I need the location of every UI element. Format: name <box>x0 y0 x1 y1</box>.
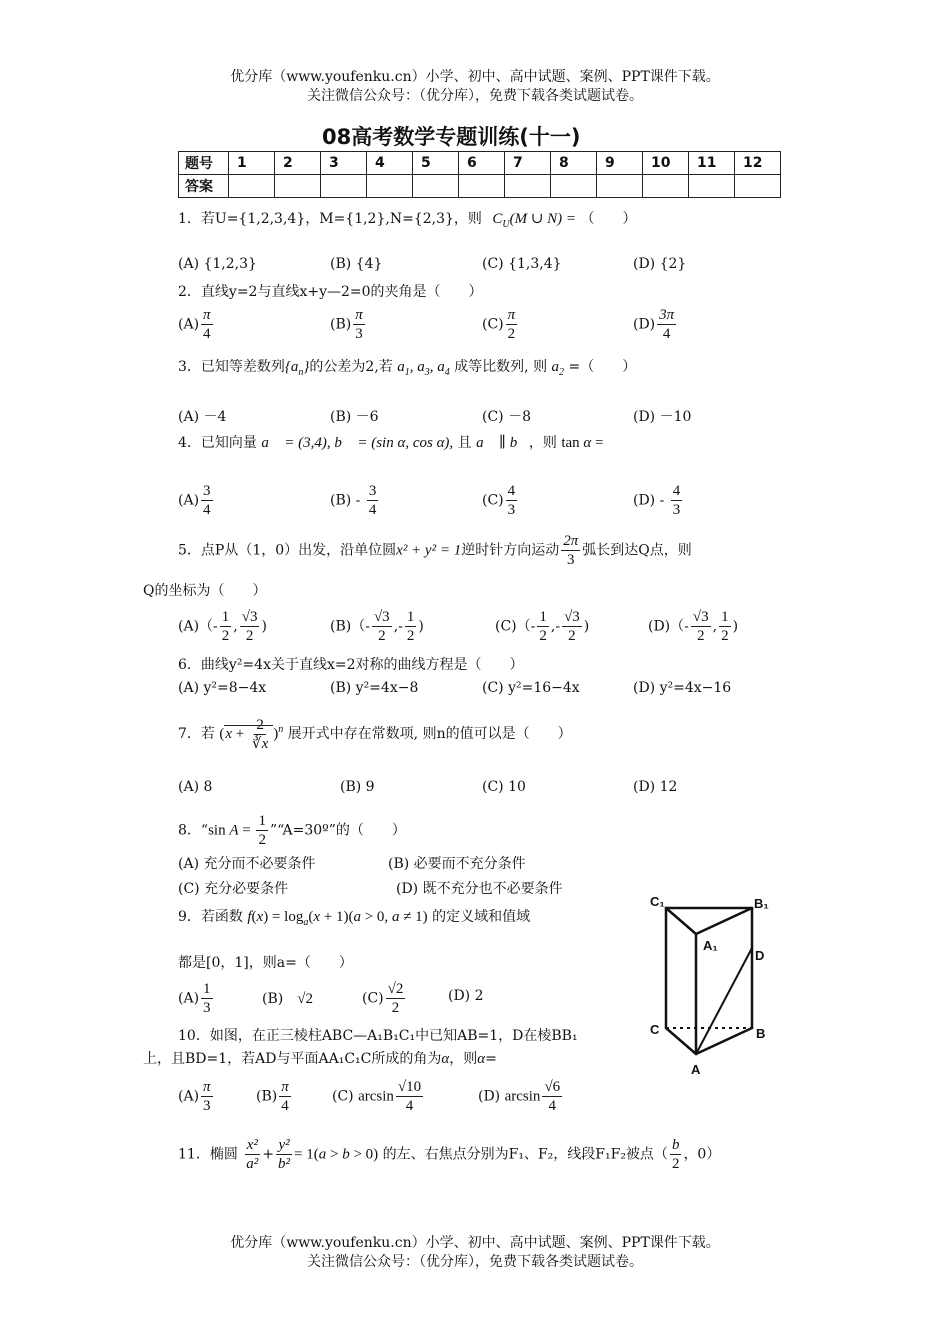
q5-option-d[interactable]: (D)（- $\frac{√3}{2}$ , $\frac{1}{2}$ ) <box>648 609 739 644</box>
question-5-line-2: Q的坐标为（ ） <box>143 583 267 599</box>
q5-option-c[interactable]: (C)（- $\frac{1}{2}$ ,- $\frac{√3}{2}$ ) <box>495 609 590 644</box>
label-d: D <box>755 948 765 963</box>
q10-option-b[interactable]: (B) $\frac{\pi}{4}$ <box>256 1079 289 1114</box>
q5-option-b[interactable]: (B)（- $\frac{√3}{2}$ ,- $\frac{1}{2}$ ) <box>330 609 424 644</box>
q4-option-d[interactable]: (D) - $\frac{4}{3}$ <box>633 483 681 518</box>
header-line-2: 关注微信公众号：（优分库），免费下载各类试题试卷。 <box>307 88 643 104</box>
question-1: 1．若U={1,2,3,4}，M={1,2},N={2,3}，则 $C_U(M$ ∪ N) = （ ） <box>178 211 637 230</box>
col-number: 4 <box>367 152 413 175</box>
question-11: 11．椭圆 $\frac{\text{x²}}{\text{a²}}$ + $\frac{\text{y²}}{\text{b²}}$ = 1(a > b > 0) 的左、右焦点分别为F₁、F₂，线段F₁F₂被点（ $\frac{b}{2}$ ，0） <box>178 1137 721 1172</box>
answer-table <box>178 151 781 198</box>
q4-option-c[interactable]: (C) $\frac{4}{3}$ <box>482 483 516 518</box>
q3-option-d[interactable]: (D) －10 <box>633 409 692 425</box>
footer-line-2: 关注微信公众号：（优分库），免费下载各类试题试卷。 <box>307 1254 643 1270</box>
question-10: 10．如图，在正三棱柱ABC—A₁B₁C₁中已知AB=1，D在棱BB₁ <box>178 1028 578 1044</box>
q7-option-c[interactable]: (C) 10 <box>482 779 526 795</box>
table-row-numbers <box>179 152 781 175</box>
answer-cell[interactable] <box>551 175 597 198</box>
q6-option-b[interactable]: (B) y²=4x−8 <box>330 680 419 696</box>
q1-option-a[interactable]: (A) {1,2,3} <box>178 256 257 272</box>
col-number: 1 <box>229 152 275 175</box>
col-number: 9 <box>597 152 643 175</box>
q6-option-d[interactable]: (D) y²=4x−16 <box>633 680 732 696</box>
q6-option-c[interactable]: (C) y²=16−4x <box>482 680 580 696</box>
q6-option-a[interactable]: (A) y²=8−4x <box>178 680 267 696</box>
answer-cell[interactable] <box>459 175 505 198</box>
answer-cell[interactable] <box>735 175 781 198</box>
col-number: 7 <box>505 152 551 175</box>
q1-option-b[interactable]: (B) {4} <box>330 256 383 272</box>
row-label-answer: 答案 <box>179 175 229 198</box>
q1-option-d[interactable]: (D) {2} <box>633 256 687 272</box>
row-label-number: 题号 <box>179 152 229 175</box>
q8-option-c[interactable]: (C) 充分必要条件 <box>178 881 289 897</box>
label-b1: B₁ <box>754 896 769 911</box>
col-number: 3 <box>321 152 367 175</box>
footer-line-1: 优分库（www.youfenku.cn）小学、初中、高中试题、案例、PPT课件下载。 <box>230 1235 720 1251</box>
q8-option-b[interactable]: (B) 必要而不充分条件 <box>388 856 526 872</box>
q7-option-b[interactable]: (B) 9 <box>340 779 375 795</box>
q8-option-d[interactable]: (D) 既不充分也不必要条件 <box>396 881 563 897</box>
col-number: 2 <box>275 152 321 175</box>
answer-cell[interactable] <box>689 175 735 198</box>
col-number: 11 <box>689 152 735 175</box>
q1-option-c[interactable]: (C) {1,3,4} <box>482 256 562 272</box>
q8-option-a[interactable]: (A) 充分而不必要条件 <box>178 856 316 872</box>
header-line-1: 优分库（www.youfenku.cn）小学、初中、高中试题、案例、PPT课件下载。 <box>230 69 720 85</box>
q9-option-d[interactable]: (D) 2 <box>448 988 484 1004</box>
q9-option-c[interactable]: (C) $\frac{√2}{2}$ <box>362 981 404 1016</box>
edge-a-b <box>696 1028 752 1054</box>
q9-option-a[interactable]: (A) $\frac{1}{3}$ <box>178 981 211 1016</box>
q10-option-c[interactable]: (C) arcsin $\frac{√10}{4}$ <box>332 1079 422 1114</box>
q7-option-d[interactable]: (D) 12 <box>633 779 678 795</box>
col-number: 6 <box>459 152 505 175</box>
col-number: 8 <box>551 152 597 175</box>
q2-option-b[interactable]: (B) $\frac{\pi}{3}$ <box>330 307 363 342</box>
q2-option-a[interactable]: (A) $\frac{\pi}{4}$ <box>178 307 211 342</box>
q2-option-d[interactable]: (D) $\frac{3\pi}{4}$ <box>633 307 675 342</box>
answer-cell[interactable] <box>321 175 367 198</box>
label-b: B <box>756 1026 766 1041</box>
label-c: C <box>650 1022 660 1037</box>
table-row-answers <box>179 175 781 198</box>
question-9-line-2: 都是[0，1]，则a=（ ） <box>178 955 353 971</box>
question-9: 9．若函数 $f(x) = \log_a(x + 1)(a > 0$, a ≠ 1) 的定义域和值域 <box>178 909 531 928</box>
question-7: 7．若 (x + $\frac{2}{∛x}$ )$^n$ 展开式中存在常数项, 则n的值可以是（ ） <box>178 717 572 752</box>
q4-option-b[interactable]: (B) - $\frac{3}{4}$ <box>330 483 377 518</box>
question-6: 6．曲线y²=4x关于直线x=2对称的曲线方程是（ ） <box>178 657 524 673</box>
answer-cell[interactable] <box>643 175 689 198</box>
segment-a-d <box>696 948 752 1054</box>
label-a1: A₁ <box>703 938 718 953</box>
answer-cell[interactable] <box>229 175 275 198</box>
col-number: 12 <box>735 152 781 175</box>
question-10-line-2: 上，且BD=1，若AD与平面AA₁C₁C所成的角为α，则α= <box>143 1051 497 1067</box>
answer-cell[interactable] <box>367 175 413 198</box>
q2-option-c[interactable]: (C) $\frac{\pi}{2}$ <box>482 307 516 342</box>
q7-option-a[interactable]: (A) 8 <box>178 779 213 795</box>
q9-option-b[interactable]: (B) √2 <box>262 991 313 1007</box>
col-number: 10 <box>643 152 689 175</box>
answer-cell[interactable] <box>597 175 643 198</box>
edge-c1-a1 <box>666 908 696 934</box>
q5-option-a[interactable]: (A)（- $\frac{1}{2}$ , $\frac{√3}{2}$ ) <box>178 609 267 644</box>
q3-option-a[interactable]: (A) －4 <box>178 409 227 425</box>
q10-option-a[interactable]: (A) $\frac{\pi}{3}$ <box>178 1079 211 1114</box>
q3-option-c[interactable]: (C) －8 <box>482 409 531 425</box>
question-2: 2．直线y=2与直线x+y—2=0的夹角是（ ） <box>178 284 483 300</box>
page-title: 08高考数学专题训练(十一) <box>322 125 581 149</box>
answer-cell[interactable] <box>275 175 321 198</box>
q4-option-a[interactable]: (A) $\frac{3}{4}$ <box>178 483 211 518</box>
answer-cell[interactable] <box>413 175 459 198</box>
answer-cell[interactable] <box>505 175 551 198</box>
prism-figure <box>648 892 778 1082</box>
q10-option-d[interactable]: (D) arcsin $\frac{√6}{4}$ <box>478 1079 561 1114</box>
label-a: A <box>691 1062 701 1077</box>
question-5: 5．点P从（1，0）出发，沿单位圆x² + y² = 1逆时针方向运动 $\frac{2\pi}{3}$ 弧长到达Q点，则 <box>178 533 692 568</box>
question-3: 3．已知等差数列$\{a_n\}$的公差为2,若 $a_1$, $a_3$, $a_4$ 成等比数列, 则 $a_2$ =（ ） <box>178 359 637 378</box>
edge-a1-b1 <box>696 908 752 934</box>
col-number: 5 <box>413 152 459 175</box>
label-c1: C₁ <box>650 894 665 909</box>
edge-c-a <box>666 1028 696 1054</box>
q3-option-b[interactable]: (B) －6 <box>330 409 379 425</box>
question-4: 4．已知向量 a⃗ = (3,4), b⃗ = (sin α, cos α), 且 a⃗ ∥ b⃗，则 tan α = <box>178 435 604 451</box>
question-8: 8．“sin A = $\frac{1}{2}$ ”“A=30º”的（ ） <box>178 813 406 848</box>
